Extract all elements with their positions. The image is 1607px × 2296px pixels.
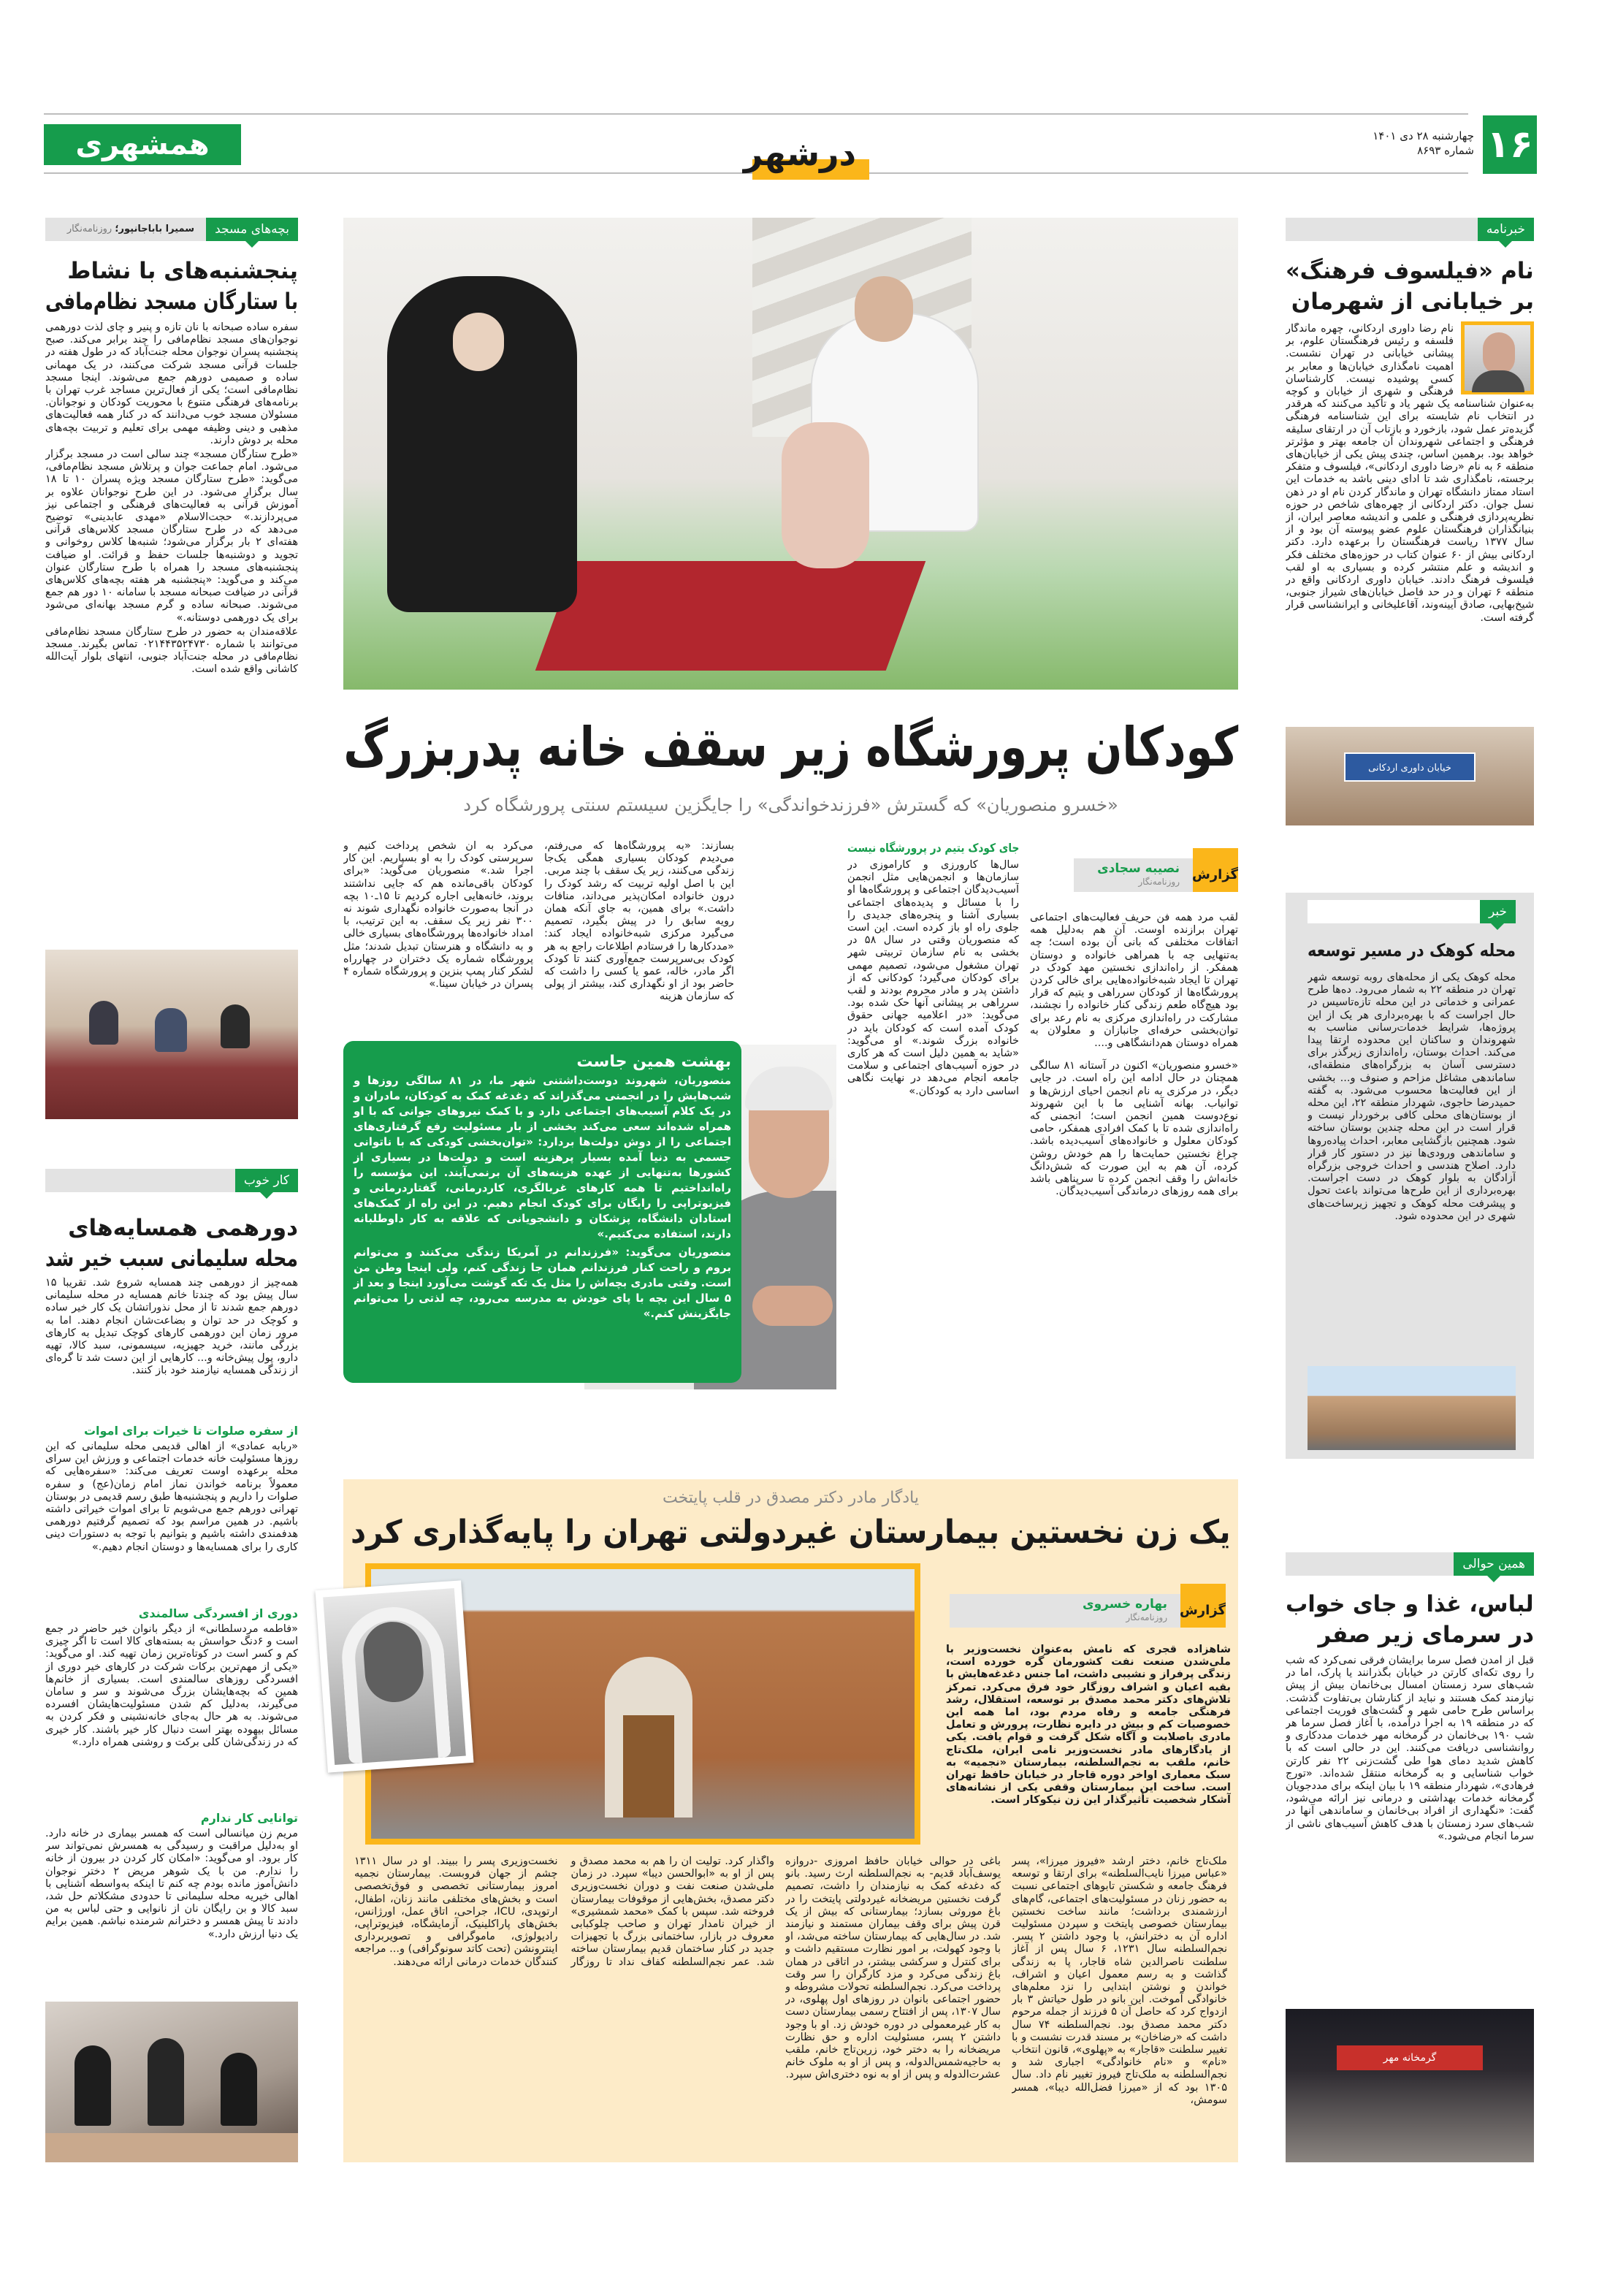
issue-date: چهارشنبه ۲۸ دی ۱۴۰۱ <box>1373 129 1474 142</box>
issue-info <box>1373 129 1474 158</box>
main-headline <box>343 707 1238 787</box>
section-tag-bar <box>45 218 298 241</box>
article-body: نام رضا داوری اردکانی، چهره ماندگار فلسفه و رئیس فرهنگستان علوم، بر پیشانی خیابانی در تهران نشست. اهمیت نامگذاری خیابان‌ها و معابر بر کسی پوشیده نیست. کارشناسان فرهنگی و شهری از خیابان و کوچه به‌عنوان شناسنامه یک شهر یاد و تأکید می‌کنند که هرقدر در انتخاب نام شایسته برای این شناسنامه فرهنگی گزیده‌تر عمل شود، بازخورد و بازتاب آن در ارتقای سلیقه فرهنگی و اجتماعی شهروندان آن جامعه بهتر و مؤثرتر خواهد بود. برهمین اساس، چندی پیش یکی از خیابان‌های منطقه ۶ به نام «رضا داوری اردکانی»، فیلسوف و متفکر برجسته، نامگذاری شد تا ادای دینی باشد به خدمات این استاد ممتاز دانشگاه تهران و ماندگار کردن نام او در ذهن نسل جوان. دکتر اردکانی از چهره‌های شاخص در حوزه نظریه‌پردازی فرهنگی و علمی و اندیشه معاصر ایران، از بنیانگذاران فرهنگستان علوم عضو پیوسته آن بود و از سال ۱۳۷۷ ریاست فرهنگستان را برعهده دارد. دکتر اردکانی بیش از ۶۰ عنوان کتاب در حوزه‌های مختلف فکر و اندیشه و علم منتشر کرده و بسیاری به او لقب فیلسوف فرهنگ دادند. خیابان داوری اردکانی واقع در منطقه ۶ تهران و در حد فاصل خیابان‌های شیراز جنوبی، شیخ‌بهایی، صادق آیینه‌وند، آقاعلیخانی و ایرانشناسی قرار گرفته است. <box>1286 323 1534 624</box>
author-name: بهاره خسروی <box>1082 1597 1167 1612</box>
newspaper-logo: همشهری <box>44 124 241 165</box>
article-headline <box>1286 1589 1534 1650</box>
author-name: نصیبه سجادی <box>1097 861 1180 876</box>
article-body: می‌کرد به آن شخص پرداخت کنیم و سرپرستی کودک را به او بسپاریم. این کار اجرا شد.» منصوریان می‌گوید: «برای کودکان باقی‌مانده هم که جایی نداشتند بروند، خانه‌هایی اجاره کردیم تا ۱۵ـ۱۰ بچه در آنجا به‌صورت خانواده نگهداری شوند نه ۳۰۰ نفر زیر یک سقف. به این ترتیب، با امداد خانواده‌ها پرورشگاه‌های بسیاری خالی و به دانشگاه و هنرستان تبدیل شدند؛ مثل پرورشگاه شماره یک دختران در چهارراه لشکر کنار پمپ بنزین و پرورشگاه شماره ۴ پسران در خیابان سینا.» <box>343 840 533 991</box>
issue-number: شماره ۸۶۹۳ <box>1417 144 1474 157</box>
section-tag: بچه‌های مسجد <box>206 218 298 241</box>
report-label: گزارش <box>1193 848 1238 892</box>
author-role: روزنامه‌نگار <box>1126 1612 1167 1622</box>
text-line: در سرمای زیر صفر <box>1318 1622 1534 1648</box>
subheading <box>847 840 1019 856</box>
report-byline <box>950 1594 1226 1628</box>
author-role: روزنامه‌نگار <box>1138 877 1180 887</box>
kouhak-neighborhood-photo <box>1308 1366 1516 1450</box>
article-headline <box>1286 256 1534 317</box>
article-body: همه‌چیز از دورهمی چند همسایه شروع شد. تقریباً ۱۵ سال پیش بود که چندتا خانم همسایه در محله سلیمانی دورهم جمع شدند تا از محل نذوراتشان یک کار خیر ساده و کوچک در حد توان و بضاعت‌شان انجام دهند. اما به مرور زمان این دورهمی کارهای کوچک تبدیل به کارهای بزرگی مانند، خرید جهیزیه، سیسمونی، سبد کالا، تهیه دارو، پول پیش‌خانه و... کارهایی از این دست شد تا گره‌ای از زندگی همسایه نیازمند خود باز کنند. <box>45 1277 298 1377</box>
quote-box-title: بهشت همین جاست <box>576 1053 731 1071</box>
article-lead: شاهزاده قجری که نامش به‌عنوان نخست‌وزیر با ملی‌شدن صنعت نفت کشورمان گره خورده است، زندگی پرفراز و نشیبی داشت، اما جنس دغدغه‌هایش با بقیه اعیان و اشراف روزگار خود فرق می‌کرد. تمرکز تلاش‌های دکتر محمد مصدق بر توسعه، استقلال، رشد فرهنگی جامعه و رفاه مردم بود، اما همه این خصوصیات کم و بیش در دایره نظارت، پرورش و تعامل مادری باصلابت و آگاه شکل گرفت و قوام یافت. یکی از یادگارهای مادر نخست‌وزیر نامی ایران، ملک‌تاج خانم، ملقب به نجم‌السلطنه، بیمارستان «نجمیه» به سبک معماری اواخر دوره قاجار در خیابان حافظ تهران است. ساخت این بیمارستان وقفی یکی از نشانه‌های آشکار شخصیت تأثیرگذار این زن نیکوکار است. <box>946 1644 1231 1807</box>
hospital-headline <box>351 1511 1231 1555</box>
hospital-kicker: یادگار مادر دکتر مصدق در قلب پایتخت <box>662 1489 920 1507</box>
text-line: با ستارگان مسجد نظام‌مافی <box>45 289 298 315</box>
najm-saltaneh-portrait-photo <box>316 1580 474 1772</box>
text-line: پنجشنبه‌های با نشاط <box>67 258 298 284</box>
article-body: واگذار کرد. تولیت آن را هم به محمد مصدق و پس از او به «ابوالحسن دیبا» سپرد. در زمان ملی‌شدن صنعت نفت و دوران نخست‌وزیری دکتر مصدق، بخش‌هایی از موقوفات بیمارستان فروخته شد. سپس با کمک «محمد شمشیری» از خیران نامدار تهران و صاحب چلوکبابی معروف در بازار، ساختمانی بزرگ با تجهیزات جدید در کنار ساختمان قدیم بیمارستان ساخته شد. عمر نجم‌السلطنه کفاف نداد تا روزگار نخست‌وزیری پسر را ببیند. او در سال ۱۳۱۱ چشم از جهان فروبست. بیمارستان نجمیه امروز بیمارستانی تخصصی و فوق‌تخصصی است و بخش‌های مختلفی مانند زنان، اطفال، ارتوپدی، ICU، جراحی، اتاق عمل، اورژانس، بخش‌های پاراکلینیک، آزمایشگاه، فیزیوتراپی، رادیولوژی، ماموگرافی و تصویربرداری اینترونشن (تحت کاتد سونوگرافی) و... مراجعه کنندگان خدمات درمانی ارائه می‌دهند. <box>354 1856 774 1968</box>
text-line: کودکان پرورشگاه زیر سقف خانه پدربزرگ <box>343 716 1238 779</box>
article-body: قبل از آمدن فصل سرما برایشان فرقی نمی‌کرد که شب را روی تکه‌ای کارتن در خیابان بگذرانند یا پارک، اما در شب‌های سرد زمستان امسال بی‌خانمان بیش از پیش نیازمند کمک هستند و نباید از کنارشان بی‌تفاوت گذشت. براساس طرح حامی شهر و گشت‌های فوریت اجتماعی که در منطقه ۱۹ به اجرا درآمده، با آغاز فصل سرما هر شب ۱۹۰ بی‌خانمان در گرمخانه مهر خدمات مددکاری و روانشناسی دریافت می‌کنند. این در حالی است که با کاهش شدید دمای هوا طی گشت‌زنی ۲۲ نفر کارتن خواب شناسایی و به گرمخانه منتقل شده‌اند. «تورج فرهادی»، شهردار منطقه ۱۹ با بیان اینکه برای مددجویان گرمخانه خدمات بهداشتی و درمانی نیز ارائه می‌شود، گفت: «نگهداری از افراد بی‌خانمان و ساماندهی آنها در شب‌های سرد زمستان با هدف کاهش آسیب‌های ناشی از سرما انجام می‌شود.» <box>1286 1655 1534 1842</box>
main-subtitle <box>343 793 1238 817</box>
text-line: لباس، غذا و جای خواب <box>1286 1591 1534 1617</box>
article-body: «فاطمه مردسلطانی» از دیگر بانوان خیر حاضر در جمع است و ۶دنگ حواسش به بسته‌های کالا است تا اگر چیزی کم و کسر است در کوتاه‌ترین زمان تهیه کند. او می‌گوید: «یکی از مهم‌ترین برکات شرکت در کارهای خیر دوری از افسردگی روزهای سالمندی است. بسیاری از خانم‌ها همین که بچه‌هایشان بزرگ می‌شوند و سر و سامان می‌گیرند، به‌دلیل کم شدن مسئولیت‌هایشان افسرده می‌شوند. به هر حال به‌جای خانه‌نشینی و فکر کردن به مسائل بیهوده بهتر است دنبال کار خیر باشند. کار خیری که در زندگی‌شان کلی برکت و روشنی همراه دارد.» <box>45 1623 298 1748</box>
article-body: بسازند: «به پرورشگاه‌ها که می‌رفتم، می‌دیدم کودکان بسیاری همگی یک‌جا زندگی می‌کنند، زیر یک سقف با چند مربی. این با اصل اولیه تربیت که رشد کودک را درون خانواده امکان‌پذیر می‌داند، منافات داشت.» برای همین، به جای آنکه همان رویه سابق را در پیش بگیرد، تصمیم می‌گیرد مرکزی شبه‌خانواده ایجاد کند: «مددکارها را فرستادم اطلاعات راجع به هر کودک بی‌سرپرست جمع‌آوری کنند تا کودک اگر مادر، خاله، عمو یا کسی را داشت که حاضر بود از او نگهداری کند، بیشتر از پولی که سازمان هزینه <box>544 840 734 1003</box>
text-line: جای کودک یتیم در پرورشگاه نیست <box>847 841 1019 855</box>
text-line: از سفره صلوات تا خیرات برای اموات <box>83 1424 298 1438</box>
warm-shelter-photo <box>1286 2009 1534 2162</box>
section-tag-bar <box>45 1169 298 1192</box>
article-body: «ربابه عمادی» از اهالی قدیمی محله سلیمانی که این روزها مسئولیت خانه خدمات اجتماعی و ورزش این سرای محله برعهده اوست تعریف می‌کند: «سفره‌هایی که معمولاً برنامه خواندن نماز امام زمان(عج) و سفره صلوات را داریم و پنجشنبه‌ها طبق رسم قدیمی در بوستان تهرانی دورهم جمع می‌شویم تا برای اموات خیراتی داشته باشیم. در همین مراسم بود که تصمیم گرفتیم دورهمی هدفمندی داشته باشیم و بتوانیم با توجه به دستورات دینی کاری را برای همسایه‌ها و دوستان انجام دهیم.» <box>45 1441 298 1553</box>
text-line: دورهمی همسایه‌های <box>68 1215 298 1241</box>
section-tag-bar <box>1286 1552 1534 1576</box>
section-tag: خبر <box>1480 900 1516 923</box>
subheading <box>45 1606 298 1622</box>
quote-box <box>343 1041 741 1383</box>
page-number: ۱۶ <box>1483 115 1537 174</box>
text-line: بر خیابانی از شهرمان <box>1291 289 1534 315</box>
article-body: ملک‌تاج خانم، دختر ارشد «فیروز میرزا»، پسر «عباس میرزا نایب‌السلطنه» برای ارتقا و توسعه فرهنگ جامعه و شکستن تابوهای اجتماعی نسبت به حضور زنان در مسئولیت‌های اجتماعی، گام‌های ارزشمندی برداشت؛ مانند ساخت نخستین بیمارستان خصوصی پایتخت و سپردن مسئولیت اداره آن به دخترانش، با وجود داشتن ۲ پسر. نجم‌السلطنه سال ۱۲۳۱، ۶ سال پس از آغاز سلطنت ناصرالدین شاه قاجار، پا به زندگی گذاشت و به رسم معمول اعیان و اشراف، خواندن و نوشتن ابتدایی را نزد معلم‌های خانوادگی آموخت. این بانو در طول حیاتش ۳ بار ازدواج کرد که حاصل آن ۵ فرزند از جمله مرحوم دکتر محمد مصدق بود. نجم‌السلطنه ۷۴ سال داشت که «رضاخان» بر مسند قدرت نشست و با تغییر سلطنت «قاجار» به «پهلوی»، قانون انتخاب «نام» و «نام خانوادگی» اجباری شد و نجم‌السلطنه به ملک‌تاج فیروز تغییر نام داد. سال ۱۳۰۵ بود که از «میرزا فضل‌الله دیبا»، همسر سومش، <box>1012 1856 1227 2106</box>
text-line: دوری از افسردگی سالمندی <box>138 1606 298 1620</box>
text-line: یک زن نخستین بیمارستان غیردولتی تهران را پایه‌گذاری کرد <box>351 1514 1231 1551</box>
byline: سمیرا باباجانپور؛ روزنامه‌نگار <box>66 224 194 234</box>
photo-float-spacer <box>1454 323 1534 397</box>
charity-women-photo <box>45 2002 298 2162</box>
article-headline <box>45 1213 298 1274</box>
section-title: درشهر <box>743 134 857 173</box>
article-body: مریم زن میانسالی است که همسر بیماری در خانه دارد. او به‌دلیل مراقبت و رسیدگی به همسرش نمی‌تواند سر کار برود. او می‌گوید: «امکان کار کردن در بیرون از خانه را ندارم. من با یک شوهر مریض ۲ دختر نوجوان دانش‌آموز مانده بودم چه کنم تا اینکه به‌واسطه آشنایی با اهالی خیریه محله سلیمانی تا حدودی مشکلاتم حل شد، سبد کالا و بن رایگان نان از نانوایی و حتی لباس به من دادند تا پیش همسر و دخترانم شرمنده نباشم. همین برایم یک دنیا ارزش دارد.» <box>45 1828 298 1940</box>
article-body: سال‌ها کارورزی و کارآموزی در سازمان‌ها و انجمن‌هایی مثل انجمن آسیب‌دیدگان اجتماعی و پرورشگاه‌ها او را با مسائل و پدیده‌های اجتماعی بسیاری آشنا و پنجره‌های جدیدی را جلوی راه او باز کرده است. این است که منصوریان وقتی در سال ۵۸ در بخشی به نام سازمان تربیتی شهر تهران مشغول می‌شود، تصمیم مهمی برای کودکان می‌گیرد؛ کودکانی که از داشتن پدر و مادر محروم بودند و لقب سرراهی بر پیشانی آنها حک شده بود. می‌گوید: «در اعلامیه جهانی حقوق کودک آمده است که کودکان باید در خانواده بزرگ شوند.» او می‌گوید: «شاید به همین دلیل است که هر کاری در حوزه آسیب‌های اجتماعی و سلامت جامعه انجام می‌دهد در نهایت نگاهی اساسی دارد به کودکان.» <box>847 859 1019 1097</box>
section-tag: همین حوالی <box>1454 1552 1534 1576</box>
report-label: گزارش <box>1180 1584 1226 1628</box>
subheading <box>45 1810 298 1826</box>
section-tag: کار خوب <box>235 1169 298 1192</box>
mosque-kids-photo <box>45 950 298 1119</box>
section-tag: خبرنامه <box>1478 218 1534 241</box>
shelter-sign: گرمخانه مهر <box>1337 2045 1483 2070</box>
article-body: لقب مرد همه فن حریف فعالیت‌های اجتماعی تهران برازنده اوست. آن هم به‌دلیل همه اتفاقات مختلفی که بانی آن بوده است؛ چه به‌تنهایی چه با همراهی خانواده و دوستان همفکر. از راه‌اندازی نخستین مهد کودک در تهران تا ایجاد شبه‌خانواده‌هایی برای خالی کردن پرورشگاه‌ها از کودکان سرراهی و یتیم که قرار بود هیچ‌گاه طعم زندگی کنار خانواده را نچشند، مشارکت در راه‌اندازی مرکزی به نام رعد برای توان‌بخشی حرفه‌ای جانبازان و معلولان به همراه دوستان هم‌دانشگاهی و.... «خسرو منصوریان» اکنون در آستانه ۸۱ سالگی همچنان در حال ادامه این راه است. در جایی دیگر، در مرکزی به نام انجمن احیای ارزش‌ها و توانیاب. بهانه آشنایی ما با این شهروند نوع‌دوست همین انجمن است؛ انجمنی که راه‌اندازی شده تا با کمک افرادی همفکر، حامی کودکان معلول و خانواده‌های آسیب‌دیده باشد. چراغ نخستین حمایت‌ها را هم خودش روشن کرده، آن هم به این صورت که شش‌دانگ خانه‌اش را وقف انجمن کرده تا سرپناهی باشد برای همه روزهای درماندگی آسیب‌دیدگان. <box>1030 912 1238 1198</box>
article-body: سفره ساده صبحانه با نان تازه و پنیر و چای لذت دورهمی نوجوان‌های مسجد نظام‌مافی را چند برابر می‌کند. صبح پنجشنبه پسران نوجوان محله جنت‌آباد که در طول هفته در جلسات قرآنی مسجد شرکت می‌کنند، در یک مهمانی ساده و صمیمی دورهم جمع می‌شوند. اینجا مسجد نظام‌مافی است؛ یکی از فعال‌ترین مساجد غرب تهران با برنامه‌های فرهنگی متنوع با محوریت کودکان و نوجوانان. مسئولان مسجد خوب می‌دانند که در کنار همه فعالیت‌های مذهبی و دینی وظیفه مهمی برای تعلیم و تربیت بچه‌های محله بر دوش دارند. «طرح ستارگان مسجد» چند سالی است در مسجد برگزار می‌شود. امام جماعت جوان و پرتلاش مسجد نظام‌مافی، می‌گوید: «طرح ستارگان مسجد ویژه پسران ۱۰ تا ۱۸ سال برگزار می‌شود. در این طرح نوجوانان علاوه بر آموزش قرآنی به فعالیت‌های فرهنگی و اجتماعی نیز می‌پردازند.» حجت‌الاسلام «مهدی عابدینی» توضیح می‌دهد که در طرح ستارگان مسجد کلاس‌های قرآنی هفته‌ای ۲ بار برگزار می‌شود؛ شنبه‌ها کلاس روخوانی و تجوید و دوشنبه‌ها جلسات حفظ و قرائت. او ضیافت پنجشنبه‌های مسجد را همراه با طرح ستارگان عنوان می‌کند و می‌گوید: «پنجشنبه هر هفته بچه‌های کلاس‌های قرآنی در ضیافت صبحانه مسجد با سامانه ۱۰ دور هم جمع می‌شوند. صبحانه ساده و گرم مسجد بهانه‌ای می‌شود برای یک دورهمی دوستانه.» علاقه‌مندان به حضور در طرح ستارگان مسجد نظام‌مافی می‌توانند با شماره ۰۲۱۴۴۳۵۲۴۷۳۰ تماس بگیرند. مسجد نظام‌مافی در محله جنت‌آباد جنوبی، انتهای بلوار آیت‌الله کاشانی واقع شده است. <box>45 321 298 676</box>
street-sign-photo <box>1286 727 1534 825</box>
article-body: باغی در حوالی خیابان حافظ امروزی -دروازه یوسف‌آباد قدیم- به نجم‌السلطنه ارث رسید. بانو که دغدغه کمک به نیازمندان را داشت، تصمیم گرفت نخستین مریضخانه غیردولتی پایتخت را در باغ موروثی بسازد؛ بیمارستانی که بیش از یک قرن پیش برای وقف بیماران مستمند و نیازمند شد. در سال‌هایی که بیمارستان ساخته می‌شد، او با وجود کهولت، بر امور نظارت مستقیم داشت و برای کنترل و سرکشی بیشتر، در اتاقی در همان باغ زندگی می‌کرد و مزد کارگران را سر وقت پرداخت می‌کرد. نجم‌السلطنه تحولات مشروطه و حضور اجتماعی بانوان در روزهای اول پهلوی، در سال ۱۳۰۷، پس از افتتاح رسمی بیمارستان دست به کار غیرمعمولی در دوره خودش زد. او با وجود داشتن ۲ پسر، مسئولیت اداره و حق نظارت مریضخانه را به دختر خود، زرین‌تاج خانم، ملقب به حاجیه‌شمس‌الدوله، و پس از او به ملوک خانم عشرت‌الدوله و پس از او به نوه دختری‌اش سپرد. <box>785 1856 1001 2081</box>
quote-box-body: منصوریان، شهروند دوست‌داشتنی شهر ما، در ۸۱ سالگی روزها و شب‌هایش را در انجمنی می‌گذراند که دغدغه کمک به کودکان، مادران و در یک کلام آسیب‌های اجتماعی دارد و با کمک نیروهای جوانی که با او همراه شده‌اند سعی می‌کند بخشی از بار مسئولیت رفع گرفتاری‌های اجتماعی را از دوش دولت‌ها بردارد: «توان‌بخشی کودکی که با ناتوانی جسمی به دنیا آمده بسیار پرهزینه است و دولت‌ها در بسیاری از کشورها به‌تنهایی از عهده هزینه‌های آن برنمی‌آیند. این مؤسسه را راه‌انداختیم تا همه کارهای غربالگری، کاردرمانی، گفتاردرمانی و فیزیوتراپی را رایگان برای کودک انجام دهیم. در این راه از کمک‌های استادان دانشگاه، پزشکان و دانشجویانی که علاقه به کار داوطلبانه دارند، استفاده می‌کنیم.» منصوریان می‌گوید: «فرزندانم در آمریکا زندگی می‌کنند و می‌توانم بروم و راحت کنار فرزندانم همان جا زندگی کنم، ولی اینجا وطن من است. وقتی مادری بچه‌اش را مثل یک تکه گوشت می‌آورد اینجا و بعد از ۵ سال این بچه با پای خودش به مدرسه می‌رود، چه لذتی را می‌توانم جایگزینش کنم.» <box>354 1074 731 1320</box>
article-headline <box>45 256 298 317</box>
text-line: نام «فیلسوف فرهنگ» <box>1286 258 1534 284</box>
section-tag-bar <box>1308 900 1516 923</box>
report-byline <box>1074 858 1238 892</box>
text-line: «خسرو منصوریان» که گسترش «فرزندخواندگی» را جایگزین سیستم سنتی پرورشگاه کرد <box>463 795 1118 815</box>
section-tag-bar <box>1286 218 1534 241</box>
header-top-rule <box>44 113 1468 115</box>
text-line: محله سلیمانی سبب خیر شد <box>45 1246 298 1272</box>
article-headline <box>1308 935 1516 966</box>
subheading <box>45 1423 298 1439</box>
street-sign: خیابان داوری اردکانی <box>1344 752 1476 782</box>
article-body: محله کوهک یکی از محله‌های روبه توسعه شهر تهران در منطقه ۲۲ به شمار می‌رود. ده‌ها طرح عمرانی و خدماتی در این محله تازه‌تاسیس در حال اجراست که با بهره‌برداری هر یک از این پروژه‌ها، شرایط خدمات‌رسانی مناسب به شهروندان و ساکنان این محدوده ارتقا پیدا می‌کند. احداث بوستان، راه‌اندازی زیرگذر برای دسترسی آسان به بزرگراه‌های منطقه‌ای، ساماندهی مشاغل مزاحم و صنوف و... بخشی از این فعالیت‌ها محسوب می‌شود. به گفته حمیدرضا حاجوی، شهردار منطقه ۲۲، این محله از بوستان‌های محلی کافی برخوردار نیست و قرار است در این محله چندین بوستان ساخته شود. همچنین بازگشایی معابر، احداث پیاده‌روها و ساماندهی ورودی‌ها نیز در دستور کار قرار دارد. اصلاح هندسی و احداث خروجی بزرگراه آزادگان به بلوار کوهک در دست اجراست. بهره‌برداری از این طرح‌ها می‌تواند باعث تحول و پیشرفت محله کوهک و تجهیز زیرساخت‌های شهری در این محدوده شود. <box>1308 972 1516 1222</box>
text-line: محله کوهک در مسیر توسعه <box>1307 940 1516 961</box>
text-line: توانایی کار ندارم <box>200 1811 298 1825</box>
main-article-photo <box>343 218 1238 690</box>
